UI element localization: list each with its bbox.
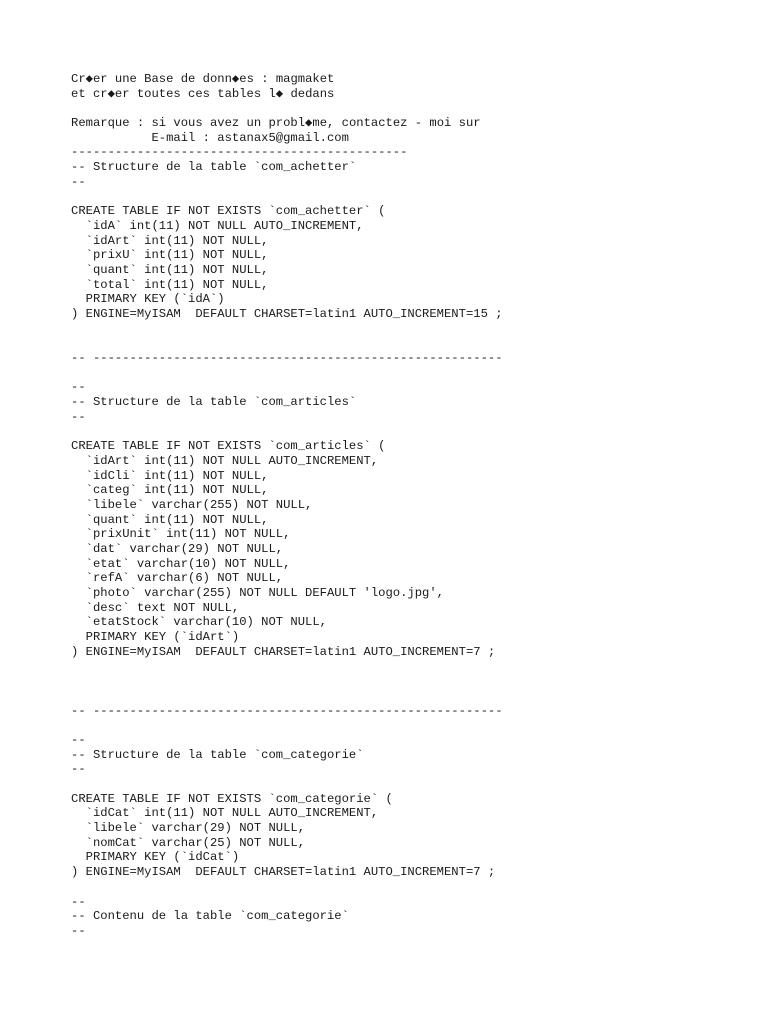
doc-line-create-table: CREATE TABLE IF NOT EXISTS `com_articles` ( xyxy=(71,439,386,454)
doc-line-separator: -- -------------------------------------------------------- xyxy=(71,351,503,366)
doc-line-column: `photo` varchar(255) NOT NULL DEFAULT 'logo.jpg', xyxy=(71,586,444,601)
doc-line-engine: ) ENGINE=MyISAM DEFAULT CHARSET=latin1 AUTO_INCREMENT=7 ; xyxy=(71,644,496,659)
doc-line-blank xyxy=(71,674,751,689)
doc-line-comment: -- Structure de la table `com_achetter` xyxy=(71,160,357,175)
doc-line-comment: -- xyxy=(71,409,86,424)
doc-line-engine: ) ENGINE=MyISAM DEFAULT CHARSET=latin1 AUTO_INCREMENT=15 ; xyxy=(71,307,503,321)
doc-line-comment: -- xyxy=(71,380,86,395)
doc-line-create-table: CREATE TABLE IF NOT EXISTS `com_achetter` ( xyxy=(71,204,386,219)
doc-line-column: `prixUnit` int(11) NOT NULL, xyxy=(71,527,291,542)
doc-line-column: `categ` int(11) NOT NULL, xyxy=(71,483,269,498)
doc-line-remark: Remarque : si vous avez un probl◆me, contactez - moi sur xyxy=(71,116,481,131)
doc-line-blank xyxy=(71,660,751,675)
doc-line-blank xyxy=(71,101,751,116)
doc-line-comment: -- xyxy=(71,762,86,777)
doc-line-comment: -- Structure de la table `com_categorie` xyxy=(71,747,364,762)
doc-line-blank xyxy=(71,425,751,440)
doc-line-column: `nomCat` varchar(25) NOT NULL, xyxy=(71,835,306,850)
doc-line-primary-key: PRIMARY KEY (`idArt`) xyxy=(71,630,240,645)
doc-line-blank xyxy=(71,336,751,351)
doc-line-blank xyxy=(71,322,751,337)
doc-line-column: `quant` int(11) NOT NULL, xyxy=(71,262,269,277)
doc-line-blank xyxy=(71,190,751,205)
doc-line-column: `idCli` int(11) NOT NULL, xyxy=(71,468,269,483)
doc-line-separator: ---------------------------------------------- xyxy=(71,145,408,160)
doc-line-comment: -- xyxy=(71,894,86,909)
doc-line-column: `desc` text NOT NULL, xyxy=(71,600,240,615)
doc-line-column: `libele` varchar(255) NOT NULL, xyxy=(71,497,313,512)
doc-line-comment: -- Contenu de la table `com_categorie` xyxy=(71,909,349,924)
doc-line-create-table: CREATE TABLE IF NOT EXISTS `com_categorie` ( xyxy=(71,791,393,806)
doc-line-blank xyxy=(71,366,751,381)
doc-line-primary-key: PRIMARY KEY (`idCat`) xyxy=(71,850,240,865)
doc-line-column: `idArt` int(11) NOT NULL AUTO_INCREMENT, xyxy=(71,453,379,468)
doc-line-blank xyxy=(71,777,751,792)
doc-line-subtitle: et cr◆er toutes ces tables l◆ dedans xyxy=(71,86,335,101)
doc-line-separator: -- -------------------------------------------------------- xyxy=(71,703,503,718)
document-page xyxy=(71,72,751,939)
doc-line-column: `idArt` int(11) NOT NULL, xyxy=(71,233,269,248)
doc-line-column: `libele` varchar(29) NOT NULL, xyxy=(71,821,306,836)
doc-line-email: E-mail : astanax5@gmail.com xyxy=(71,130,349,145)
doc-line-column: `idCat` int(11) NOT NULL AUTO_INCREMENT, xyxy=(71,806,379,821)
doc-line-blank xyxy=(71,689,751,704)
doc-line-column: `refA` varchar(6) NOT NULL, xyxy=(71,571,284,586)
doc-line-column: `quant` int(11) NOT NULL, xyxy=(71,512,269,527)
doc-line-blank xyxy=(71,718,751,733)
doc-line-blank xyxy=(71,880,751,895)
doc-line-column: `etat` varchar(10) NOT NULL, xyxy=(71,556,291,571)
doc-line-column: `dat` varchar(29) NOT NULL, xyxy=(71,542,284,556)
doc-line-comment: -- xyxy=(71,174,86,189)
doc-line-primary-key: PRIMARY KEY (`idA`) xyxy=(71,292,225,307)
doc-line-column: `total` int(11) NOT NULL, xyxy=(71,277,269,292)
doc-line-comment: -- xyxy=(71,732,86,747)
doc-line-engine: ) ENGINE=MyISAM DEFAULT CHARSET=latin1 AUTO_INCREMENT=7 ; xyxy=(71,865,496,880)
doc-line-title: Cr◆er une Base de donn◆es : magmaket xyxy=(71,72,335,86)
doc-line-comment: -- Structure de la table `com_articles` xyxy=(71,395,357,410)
doc-line-column: `etatStock` varchar(10) NOT NULL, xyxy=(71,615,327,630)
doc-line-column: `prixU` int(11) NOT NULL, xyxy=(71,248,269,263)
doc-line-comment: -- xyxy=(71,923,86,938)
doc-line-column: `idA` int(11) NOT NULL AUTO_INCREMENT, xyxy=(71,218,364,233)
